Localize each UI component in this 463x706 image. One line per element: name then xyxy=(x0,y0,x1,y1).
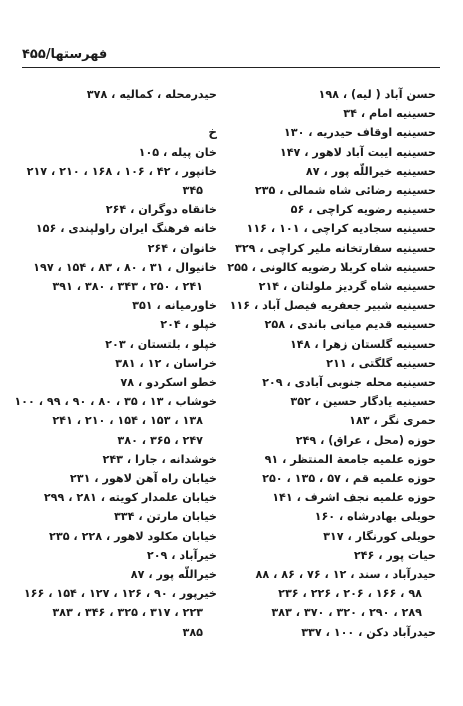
index-entry: حسینیه سجادیه کراچی ، ۱۰۱ ، ۱۱۶ xyxy=(246,222,436,236)
index-entry: حسینیه رضائی شاه شمالی ، ۲۳۵ xyxy=(254,184,436,198)
index-entry: خیابان راه آهن لاهور ، ۲۳۱ xyxy=(69,472,217,486)
index-entry: حوزه علمیه نجف اشرف ، ۱۴۱ xyxy=(272,491,436,505)
index-entry: حسینیه شاه گردیز ملولتان ، ۲۱۴ xyxy=(258,280,436,294)
index-entry: خانیوال ، ۳۱ ، ۸۰ ، ۸۳ ، ۱۵۴ ، ۱۹۷ xyxy=(33,260,217,274)
index-entry: حسینیه شاه کربلا رضویه کالونی ، ۲۵۵ xyxy=(227,260,436,274)
index-entry: حسینیه اوقاف حیدریه ، ۱۳۰ xyxy=(283,126,436,140)
index-entry: خوشدانه ، جارا ، ۲۴۳ xyxy=(102,452,217,466)
index-entry: حیات پور ، ۲۴۶ xyxy=(353,548,436,562)
page-header xyxy=(22,47,440,68)
index-entry: خیرآباد ، ۲۰۹ xyxy=(146,548,217,562)
index-entry: حمری نگر ، ۱۸۳ xyxy=(349,414,436,428)
index-entry-continuation: ۲۸۹ ، ۲۹۰ ، ۳۲۰ ، ۳۷۰ ، ۳۸۳ xyxy=(271,606,422,620)
index-entry: حسینیه سفارتخانه ملیر کراچی ، ۳۲۹ xyxy=(234,241,436,255)
index-entry-continuation: ۱۳۸ ، ۱۵۳ ، ۱۵۴ ، ۲۱۰ ، ۲۴۱ xyxy=(52,414,203,428)
index-entry-continuation: ۳۴۵ xyxy=(182,184,203,198)
index-entry: خاورمیانه ، ۳۵۱ xyxy=(132,299,217,313)
index-entry: حسینیه قدیم میانی باندی ، ۲۵۸ xyxy=(264,318,436,332)
index-entry: خیابان مارتن ، ۳۳۴ xyxy=(113,510,217,524)
index-entry: حسینیه محله جنوبی آبادی ، ۲۰۹ xyxy=(262,376,436,390)
index-entry: حیدرآباد دکن ، ۱۰۰ ، ۳۳۷ xyxy=(301,625,436,639)
index-entry: حیدرآباد ، سند ، ۱۲ ، ۷۶ ، ۸۶ ، ۸۸ xyxy=(255,568,436,582)
index-entry: خیرپور ، ۹۰ ، ۱۲۶ ، ۱۲۷ ، ۱۵۴ ، ۱۶۶ xyxy=(23,587,217,601)
index-entry: حسینیه امام ، ۳۴ xyxy=(343,107,436,121)
index-entry-continuation: ۲۴۷ ، ۳۶۵ ، ۳۸۰ xyxy=(117,433,203,447)
index-entry: خانوان ، ۲۶۴ xyxy=(147,241,217,255)
index-entry: خانه فرهنگ ایران راولپندی ، ۱۵۶ xyxy=(35,222,217,236)
index-entry: حوزه (محل ، عراق) ، ۲۴۹ xyxy=(295,433,436,447)
index-entry: حسن آباد ( لیه) ، ۱۹۸ xyxy=(318,88,436,101)
index-entry: حسینیه خیراللّه پور ، ۸۷ xyxy=(305,164,436,178)
index-entry: حسینیه رضویه کراچی ، ۵۶ xyxy=(290,203,436,217)
index-entry: حسینیه شبیر جعفریه فیصل آباد ، ۱۱۶ xyxy=(229,299,436,313)
index-entry-continuation: ۹۸ ، ۱۶۶ ، ۲۰۶ ، ۲۲۶ ، ۲۳۶ xyxy=(278,587,422,601)
index-entry: خپلو ، بلتستان ، ۲۰۳ xyxy=(105,337,217,351)
index-entry: خیراللّه پور ، ۸۷ xyxy=(130,568,217,582)
section-letter: خ xyxy=(208,125,217,140)
index-entry: خراسان ، ۱۲ ، ۳۸۱ xyxy=(115,356,217,370)
index-entry: خوشاب ، ۱۳ ، ۳۵ ، ۸۰ ، ۹۰ ، ۹۹ ، ۱۰۰ xyxy=(14,395,217,409)
index-entry-continuation: ۲۴۱ ، ۲۵۰ ، ۳۴۳ ، ۳۸۰ ، ۳۹۱ xyxy=(52,280,203,294)
index-entry: حیدرمحله ، کمالیه ، ۳۷۸ xyxy=(86,88,217,101)
running-head: فهرستها/۴۵۵ xyxy=(22,47,108,62)
index-entry: حوزه علمیه قم ، ۵۷ ، ۱۳۵ ، ۲۵۰ xyxy=(262,472,436,486)
index-column-right xyxy=(226,85,436,642)
index-entry: حسینیه گلگتی ، ۲۱۱ xyxy=(326,356,436,370)
index-entry: حوزه علمیه جامعة المنتظر ، ۹۱ xyxy=(264,452,436,466)
index-entry: حسینیه گلستان زهرا ، ۱۴۸ xyxy=(289,337,436,351)
index-entry: خیابان علمدار کویته ، ۲۸۱ ، ۲۹۹ xyxy=(43,491,217,505)
index-column-left xyxy=(14,85,217,642)
index-entry: خطو اسکردو ، ۷۸ xyxy=(120,376,217,390)
index-entry: خانقاه دوگران ، ۲۶۴ xyxy=(105,203,217,217)
index-entry: حسینیه ایبت آباد لاهور ، ۱۴۷ xyxy=(279,145,436,159)
index-entry: خان پیله ، ۱۰۵ xyxy=(138,145,217,159)
index-entry: حویلی کورنگار ، ۳۱۷ xyxy=(323,529,436,543)
index-entry xyxy=(19,104,217,123)
index-entry: حسینیه یادگار حسین ، ۳۵۲ xyxy=(290,395,436,409)
index-entry-continuation: ۲۲۳ ، ۳۱۷ ، ۳۲۵ ، ۳۴۶ ، ۳۸۳ xyxy=(52,606,203,620)
index-entry: خانپور ، ۴۲ ، ۱۰۶ ، ۱۶۸ ، ۲۱۰ ، ۲۱۷ xyxy=(26,164,217,178)
index-entry: خپلو ، ۲۰۴ xyxy=(160,318,217,332)
index-entry-continuation: ۳۸۵ xyxy=(182,625,203,639)
index-entry: حویلی بهادرشاه ، ۱۶۰ xyxy=(314,510,436,524)
index-entry: خیابان مکلود لاهور ، ۲۲۸ ، ۲۳۵ xyxy=(49,529,217,543)
